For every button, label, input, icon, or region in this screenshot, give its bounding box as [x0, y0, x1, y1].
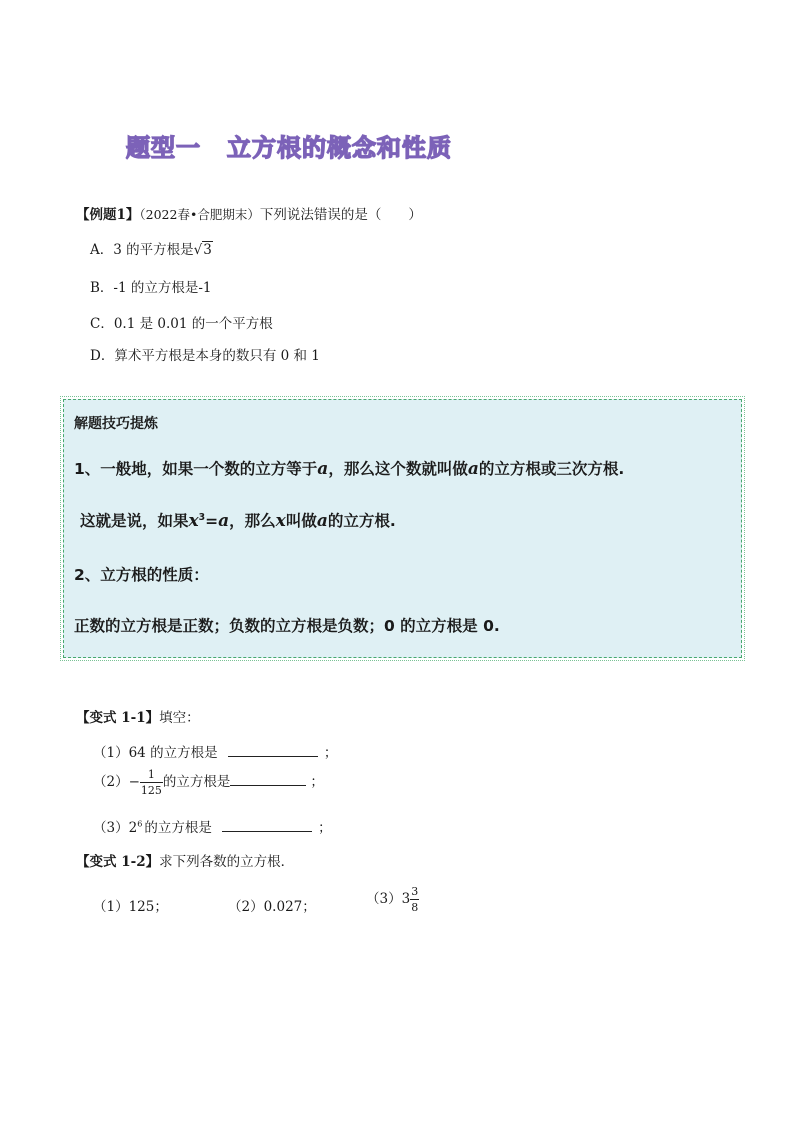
variant2-item2: （2）0.027； [228, 899, 316, 915]
variant2-tag: 【变式 1-2】 [76, 854, 160, 870]
tips-line1: 1、一般地，如果一个数的立方等于a，那么这个数就叫做a的立方根或三次方根. [74, 459, 625, 479]
answer-blank[interactable] [230, 773, 306, 786]
page-title [126, 128, 452, 163]
variant2-header [76, 850, 294, 870]
tips-line3: 2、立方根的性质： [74, 566, 209, 584]
example-question-text: 下列说法错误的是（ ） [259, 207, 422, 223]
fraction: $\frac{3}{8}$ [411, 885, 419, 914]
variant1-item2: （2）− $\frac{1}{125}$ 的立方根是 ； [93, 768, 324, 797]
variant1-prompt: 填空： [159, 710, 200, 726]
answer-blank[interactable] [222, 819, 312, 832]
variant1-item3: $(3)2^6$ 的立方根是 ； [93, 818, 332, 836]
example-source: （2022春•合肥期末） [139, 207, 260, 222]
tips-line4: 正数的立方根是正数；负数的立方根是负数；0 的立方根是 0. [74, 617, 500, 635]
example-question [76, 203, 422, 223]
title-part2: 立方根的概念和性质 [227, 133, 452, 162]
variant2-item1: （1）125； [93, 899, 168, 915]
answer-blank[interactable] [228, 744, 318, 757]
tips-heading: 解题技巧提炼 [74, 416, 158, 432]
variant1-header [76, 706, 200, 726]
title-part1: 题型一 [126, 133, 201, 162]
variant1-tag: 【变式 1-1】 [76, 710, 160, 726]
fraction: $\frac{1}{125}$ [140, 768, 162, 797]
sqrt-symbol: √3 [193, 242, 212, 258]
example-tag: 【例题1】 [76, 207, 140, 223]
option-b: B．-1 的立方根是-1 [90, 280, 212, 296]
option-c: C．0.1 是 0.01 的一个平方根 [90, 316, 273, 332]
variant2-item3: （3）3 $\frac{3}{8}$ [366, 885, 419, 914]
variant1-item1: （1）64 的立方根是 ； [93, 745, 338, 761]
tips-line2: 这就是说，如果$x^3=a$，那么x叫做a的立方根. [80, 511, 396, 531]
option-a: A．3 的平方根是√3 [90, 242, 212, 258]
variant2-prompt: 求下列各数的立方根． [159, 854, 295, 870]
option-d: D．算术平方根是本身的数只有 0 和 1 [90, 348, 320, 364]
